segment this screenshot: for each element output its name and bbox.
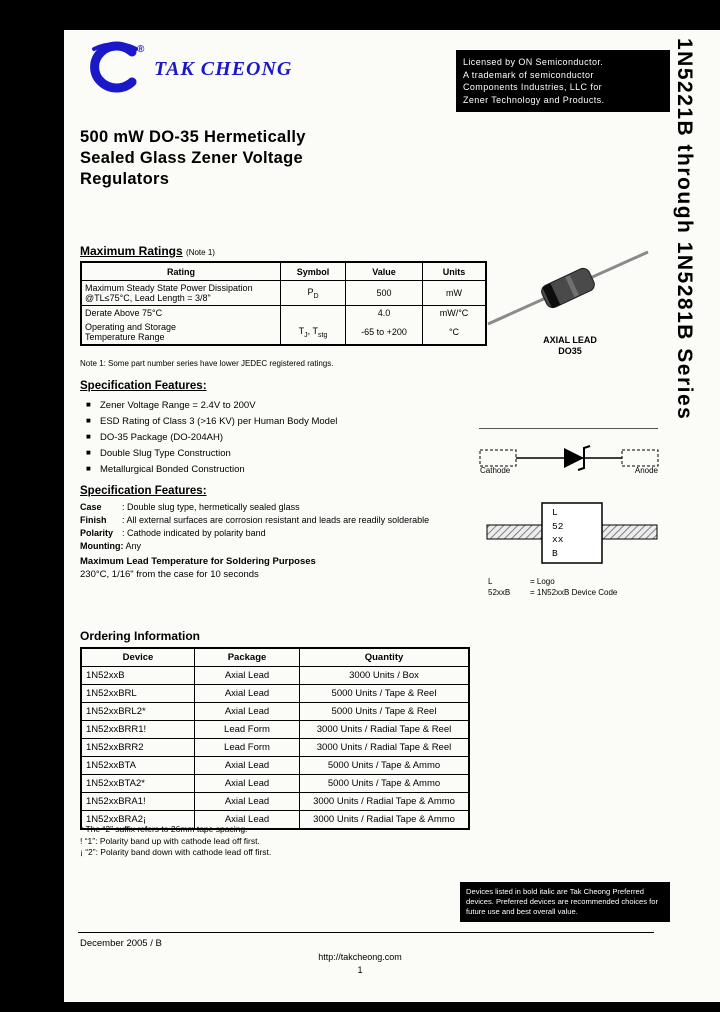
marking-line: B	[552, 547, 558, 559]
feature-item	[86, 413, 337, 429]
quantity-cell: 5000 Units / Tape & Reel	[300, 685, 470, 703]
package-drawing-icon	[486, 553, 658, 570]
footer-url: http://takcheong.com	[318, 952, 402, 962]
footnote-line: ! “1”: Polarity band up with cathode lead off first.	[80, 835, 260, 846]
quantity-cell: 3000 Units / Box	[300, 667, 470, 685]
ordering-row	[81, 667, 469, 685]
spec-label: Mounting:	[80, 541, 124, 551]
quantity-cell: 3000 Units / Radial Tape & Ammo	[300, 793, 470, 811]
ratings-row	[81, 320, 486, 345]
footer-rule	[78, 932, 654, 933]
footer-page-number: 1	[357, 965, 363, 975]
ordering-header-cell: Quantity	[300, 648, 470, 667]
package-cell: Lead Form	[195, 739, 300, 757]
quantity-cell: 5000 Units / Tape & Ammo	[300, 775, 470, 793]
device-cell: 1N52xxBTA2*	[81, 775, 195, 793]
spec-separator: :	[122, 515, 127, 525]
feature-item	[86, 445, 337, 461]
ratings-row	[81, 306, 486, 321]
diode-photo-icon	[482, 317, 654, 334]
square-bullet-icon: ■	[86, 416, 91, 425]
marking-line: xx	[552, 534, 564, 545]
package-cell: Axial Lead	[195, 685, 300, 703]
maximum-ratings-heading-text: Maximum Ratings	[80, 244, 183, 258]
package-marking-text	[552, 506, 563, 560]
ratings-header-cell: Rating	[81, 262, 281, 281]
footer-date-revision: December 2005 / B	[80, 938, 162, 949]
rating-cell: Maximum Steady State Power Dissipation @TL≤75°C, Lead Length = 3/8"	[81, 281, 281, 306]
preferred-devices-note: Devices listed in bold italic are Tak Cheong Preferred devices. Preferred devices are recommended choices for future use and best overall value.	[460, 882, 670, 922]
maximum-ratings-table	[80, 261, 487, 346]
ratings-header-cell: Symbol	[281, 262, 346, 281]
spec-separator: :	[122, 528, 128, 538]
soldering-text: 230°C, 1/16" from the case for 10 seconds	[80, 569, 259, 580]
symbol-cell	[281, 306, 346, 321]
feature-text: Double Slug Type Construction	[100, 448, 231, 459]
ordering-row	[81, 739, 469, 757]
ordering-header-cell: Package	[195, 648, 300, 667]
brand-logo-icon	[84, 40, 140, 99]
note-reference: (Note 1)	[186, 248, 215, 257]
package-cell: Axial Lead	[195, 703, 300, 721]
spec-separator: :	[122, 502, 128, 512]
legend-key: 52xxB	[488, 588, 511, 597]
legend-row	[488, 576, 617, 587]
device-cell: 1N52xxBRL	[81, 685, 195, 703]
spec-definition-row	[80, 527, 429, 540]
ordering-row	[81, 721, 469, 739]
ratings-note: Note 1: Some part number series have lower JEDEC registered ratings.	[80, 359, 334, 368]
cathode-label: Cathode	[480, 466, 511, 475]
ordering-row	[81, 757, 469, 775]
ordering-row	[81, 775, 469, 793]
spec-label: Finish	[80, 515, 107, 525]
feature-text: Zener Voltage Range = 2.4V to 200V	[100, 400, 256, 411]
do35-caption: DO35	[558, 346, 582, 356]
rating-cell: Derate Above 75°C	[81, 306, 281, 321]
marking-line: 52	[552, 520, 564, 532]
device-cell: 1N52xxBTA	[81, 757, 195, 775]
brand-name: TAK CHEONG	[154, 58, 293, 80]
ordering-row	[81, 685, 469, 703]
package-marking-figure	[486, 500, 658, 566]
axial-lead-figure	[482, 246, 658, 357]
rating-cell: Operating and Storage Temperature Range	[81, 320, 281, 345]
spec-definitions-list	[80, 501, 429, 553]
feature-item	[86, 461, 337, 477]
soldering-heading: Maximum Lead Temperature for Soldering Purposes	[80, 556, 316, 567]
device-cell: 1N52xxBRA1!	[81, 793, 195, 811]
feature-text: ESD Rating of Class 3 (>16 KV) per Human Body Model	[100, 416, 338, 427]
ratings-header-cell: Value	[346, 262, 423, 281]
spec-text: All external surfaces are corrosion resistant and leads are readily solderable	[126, 515, 430, 525]
package-cell: Axial Lead	[195, 793, 300, 811]
package-cell: Lead Form	[195, 721, 300, 739]
value-cell: 500	[346, 281, 423, 306]
symbol-cell: $T_J$, $T_{stg}$	[281, 320, 346, 345]
license-line: Components Industries, LLC for	[463, 82, 603, 92]
device-cell: 1N52xxBRL2*	[81, 703, 195, 721]
legend-value: = 1N52xxB Device Code	[530, 588, 618, 597]
square-bullet-icon: ■	[86, 464, 91, 473]
package-legend	[488, 576, 617, 598]
page-title	[80, 127, 306, 190]
left-border-bar	[0, 0, 64, 1012]
title-line: Sealed Glass Zener Voltage	[80, 149, 304, 167]
ratings-header-row	[81, 262, 486, 281]
license-note	[456, 50, 670, 112]
device-cell: 1N52xxBRA2¡	[81, 811, 195, 830]
value-cell: -65 to +200	[346, 320, 423, 345]
spec-features-list	[86, 397, 337, 477]
package-cell: Axial Lead	[195, 775, 300, 793]
device-cell: 1N52xxB	[81, 667, 195, 685]
quantity-cell: 5000 Units / Tape & Ammo	[300, 757, 470, 775]
license-line: A trademark of semiconductor	[463, 69, 594, 80]
spec-label: Case	[80, 502, 102, 512]
spec-text: Cathode indicated by polarity band	[127, 528, 266, 538]
square-bullet-icon: ■	[86, 400, 91, 409]
bottom-border-bar	[0, 1002, 720, 1012]
spec-features-2-heading	[80, 485, 207, 497]
title-line: Regulators	[80, 170, 170, 188]
axial-lead-caption: AXIAL LEAD	[543, 335, 597, 345]
feature-item	[86, 429, 337, 445]
footnote-line: * The “2” suffix refers to 26mm tape spacing.	[80, 824, 248, 834]
spec-definition-row	[80, 501, 429, 514]
ordering-footnotes	[80, 824, 271, 859]
title-line: 500 mW DO-35 Hermetically	[80, 128, 306, 146]
ratings-row	[81, 281, 486, 306]
value-cell: 4.0	[346, 306, 423, 321]
footnote-line: ¡ “2”: Polarity band down with cathode lead off first.	[80, 847, 272, 857]
legend-key: L	[488, 577, 493, 586]
marking-line: L	[552, 507, 558, 518]
device-cell: 1N52xxBRR2	[81, 739, 195, 757]
feature-text: Metallurgical Bonded Construction	[100, 464, 245, 475]
legend-row	[488, 587, 617, 598]
ordering-header-row	[81, 648, 469, 667]
ordering-header-cell: Device	[81, 648, 195, 667]
ordering-heading: Ordering Information	[80, 629, 200, 643]
feature-item	[86, 397, 337, 413]
quantity-cell: 3000 Units / Radial Tape & Reel	[300, 739, 470, 757]
package-cell: Axial Lead	[195, 667, 300, 685]
license-line: Zener Technology and Products.	[463, 94, 605, 105]
figure-divider	[479, 428, 658, 429]
ordering-table	[80, 647, 470, 830]
square-bullet-icon: ■	[86, 432, 91, 441]
package-cell: Axial Lead	[195, 811, 300, 830]
quantity-cell: 3000 Units / Radial Tape & Ammo	[300, 811, 470, 830]
spec-definition-row	[80, 514, 429, 527]
ordering-row	[81, 793, 469, 811]
spec-features-1-heading	[80, 380, 207, 392]
package-cell: Axial Lead	[195, 757, 300, 775]
feature-text: DO-35 Package (DO-204AH)	[100, 432, 224, 443]
spec-features-1-heading-text: Specification Features:	[80, 380, 207, 392]
spec-label: Polarity	[80, 528, 114, 538]
registered-mark: ®	[137, 44, 145, 55]
polarity-symbol-figure	[478, 438, 660, 484]
spec-definition-row	[80, 540, 429, 553]
anode-label: Anode	[634, 466, 658, 475]
license-line: Licensed by ON Semiconductor.	[463, 57, 604, 67]
quantity-cell: 3000 Units / Radial Tape & Reel	[300, 721, 470, 739]
spec-text: Any	[125, 541, 142, 551]
series-banner: 1N5221B through 1N5281B Series	[673, 38, 696, 421]
device-cell: 1N52xxBRR1!	[81, 721, 195, 739]
units-cell: mW/°C	[423, 306, 487, 321]
ratings-header-cell: Units	[423, 262, 487, 281]
spec-text: Double slug type, hermetically sealed glass	[127, 502, 300, 512]
legend-value: = Logo	[530, 577, 555, 586]
spec-features-2-heading-text: Specification Features:	[80, 485, 207, 497]
units-cell: mW	[423, 281, 487, 306]
top-border-bar	[0, 0, 720, 30]
maximum-ratings-heading	[80, 244, 215, 258]
units-cell: °C	[423, 320, 487, 345]
ordering-row	[81, 703, 469, 721]
symbol-cell: $P_D$	[281, 281, 346, 306]
quantity-cell: 5000 Units / Tape & Reel	[300, 703, 470, 721]
square-bullet-icon: ■	[86, 448, 91, 457]
